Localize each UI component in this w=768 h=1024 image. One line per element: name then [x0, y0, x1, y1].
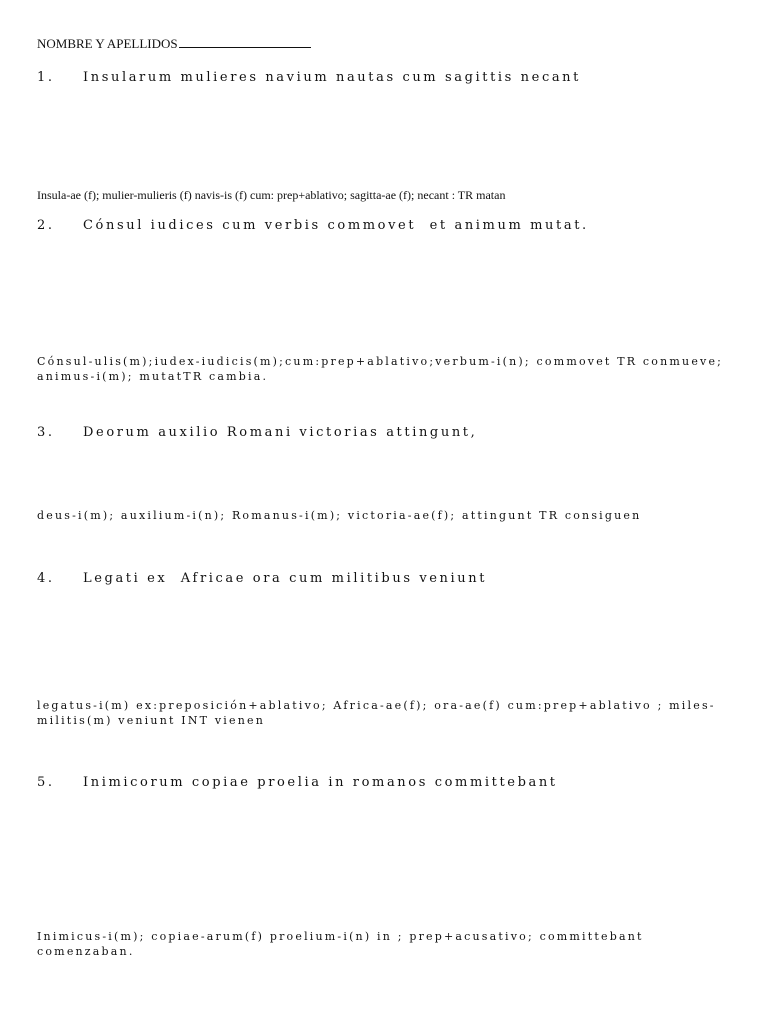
exercise-4-sentence	[37, 571, 487, 586]
exercise-2-vocab: Cónsul-ulis(m);iudex-iudicis(m);cum:prep+ablativo;verbum-i(n); commovet TR conmueve; animus-i(m); mutatTR cambia.	[37, 355, 724, 383]
name-field	[37, 36, 311, 52]
exercise-4-vocab: legatus-i(m) ex:preposición+ablativo; Africa-ae(f); ora-ae(f) cum:prep+ablativo ; miles-militis(m) veniunt INT vienen	[37, 699, 716, 727]
exercise-1-text: Insularum mulieres navium nautas cum sagittis necant	[83, 70, 581, 85]
exercise-3-number: 3.	[37, 425, 55, 440]
exercise-1-vocab: Insula-ae (f); mulier-mulieris (f) navis-is (f) cum: prep+ablativo; sagitta-ae (f); necant : TR matan	[37, 188, 506, 202]
exercise-2-sentence	[37, 218, 589, 233]
exercise-3-text: Deorum auxilio Romani victorias attingunt,	[83, 425, 478, 440]
exercise-4-number: 4.	[37, 571, 55, 586]
exercise-4-text: Legati ex Africae ora cum militibus veniunt	[83, 571, 488, 586]
exercise-3-vocab: deus-i(m); auxilium-i(n); Romanus-i(m); victoria-ae(f); attingunt TR consiguen	[37, 509, 642, 522]
exercise-2-number: 2.	[37, 218, 55, 233]
exercise-5-number: 5.	[37, 775, 55, 790]
exercise-2-text: Cónsul iudices cum verbis commovet et animum mutat.	[83, 218, 589, 233]
exercise-1-number: 1.	[37, 70, 55, 85]
name-label: NOMBRE Y APELLIDOS	[37, 36, 178, 51]
exercise-3-sentence	[37, 425, 477, 440]
exercise-1-sentence	[37, 70, 581, 85]
name-blank-line[interactable]	[179, 36, 311, 48]
exercise-5-text: Inimicorum copiae proelia in romanos committebant	[83, 775, 558, 790]
exercise-5-sentence	[37, 775, 558, 790]
exercise-5-vocab: Inimicus-i(m); copiae-arum(f) proelium-i(n) in ; prep+acusativo; committebant comenzaban.	[37, 930, 644, 958]
